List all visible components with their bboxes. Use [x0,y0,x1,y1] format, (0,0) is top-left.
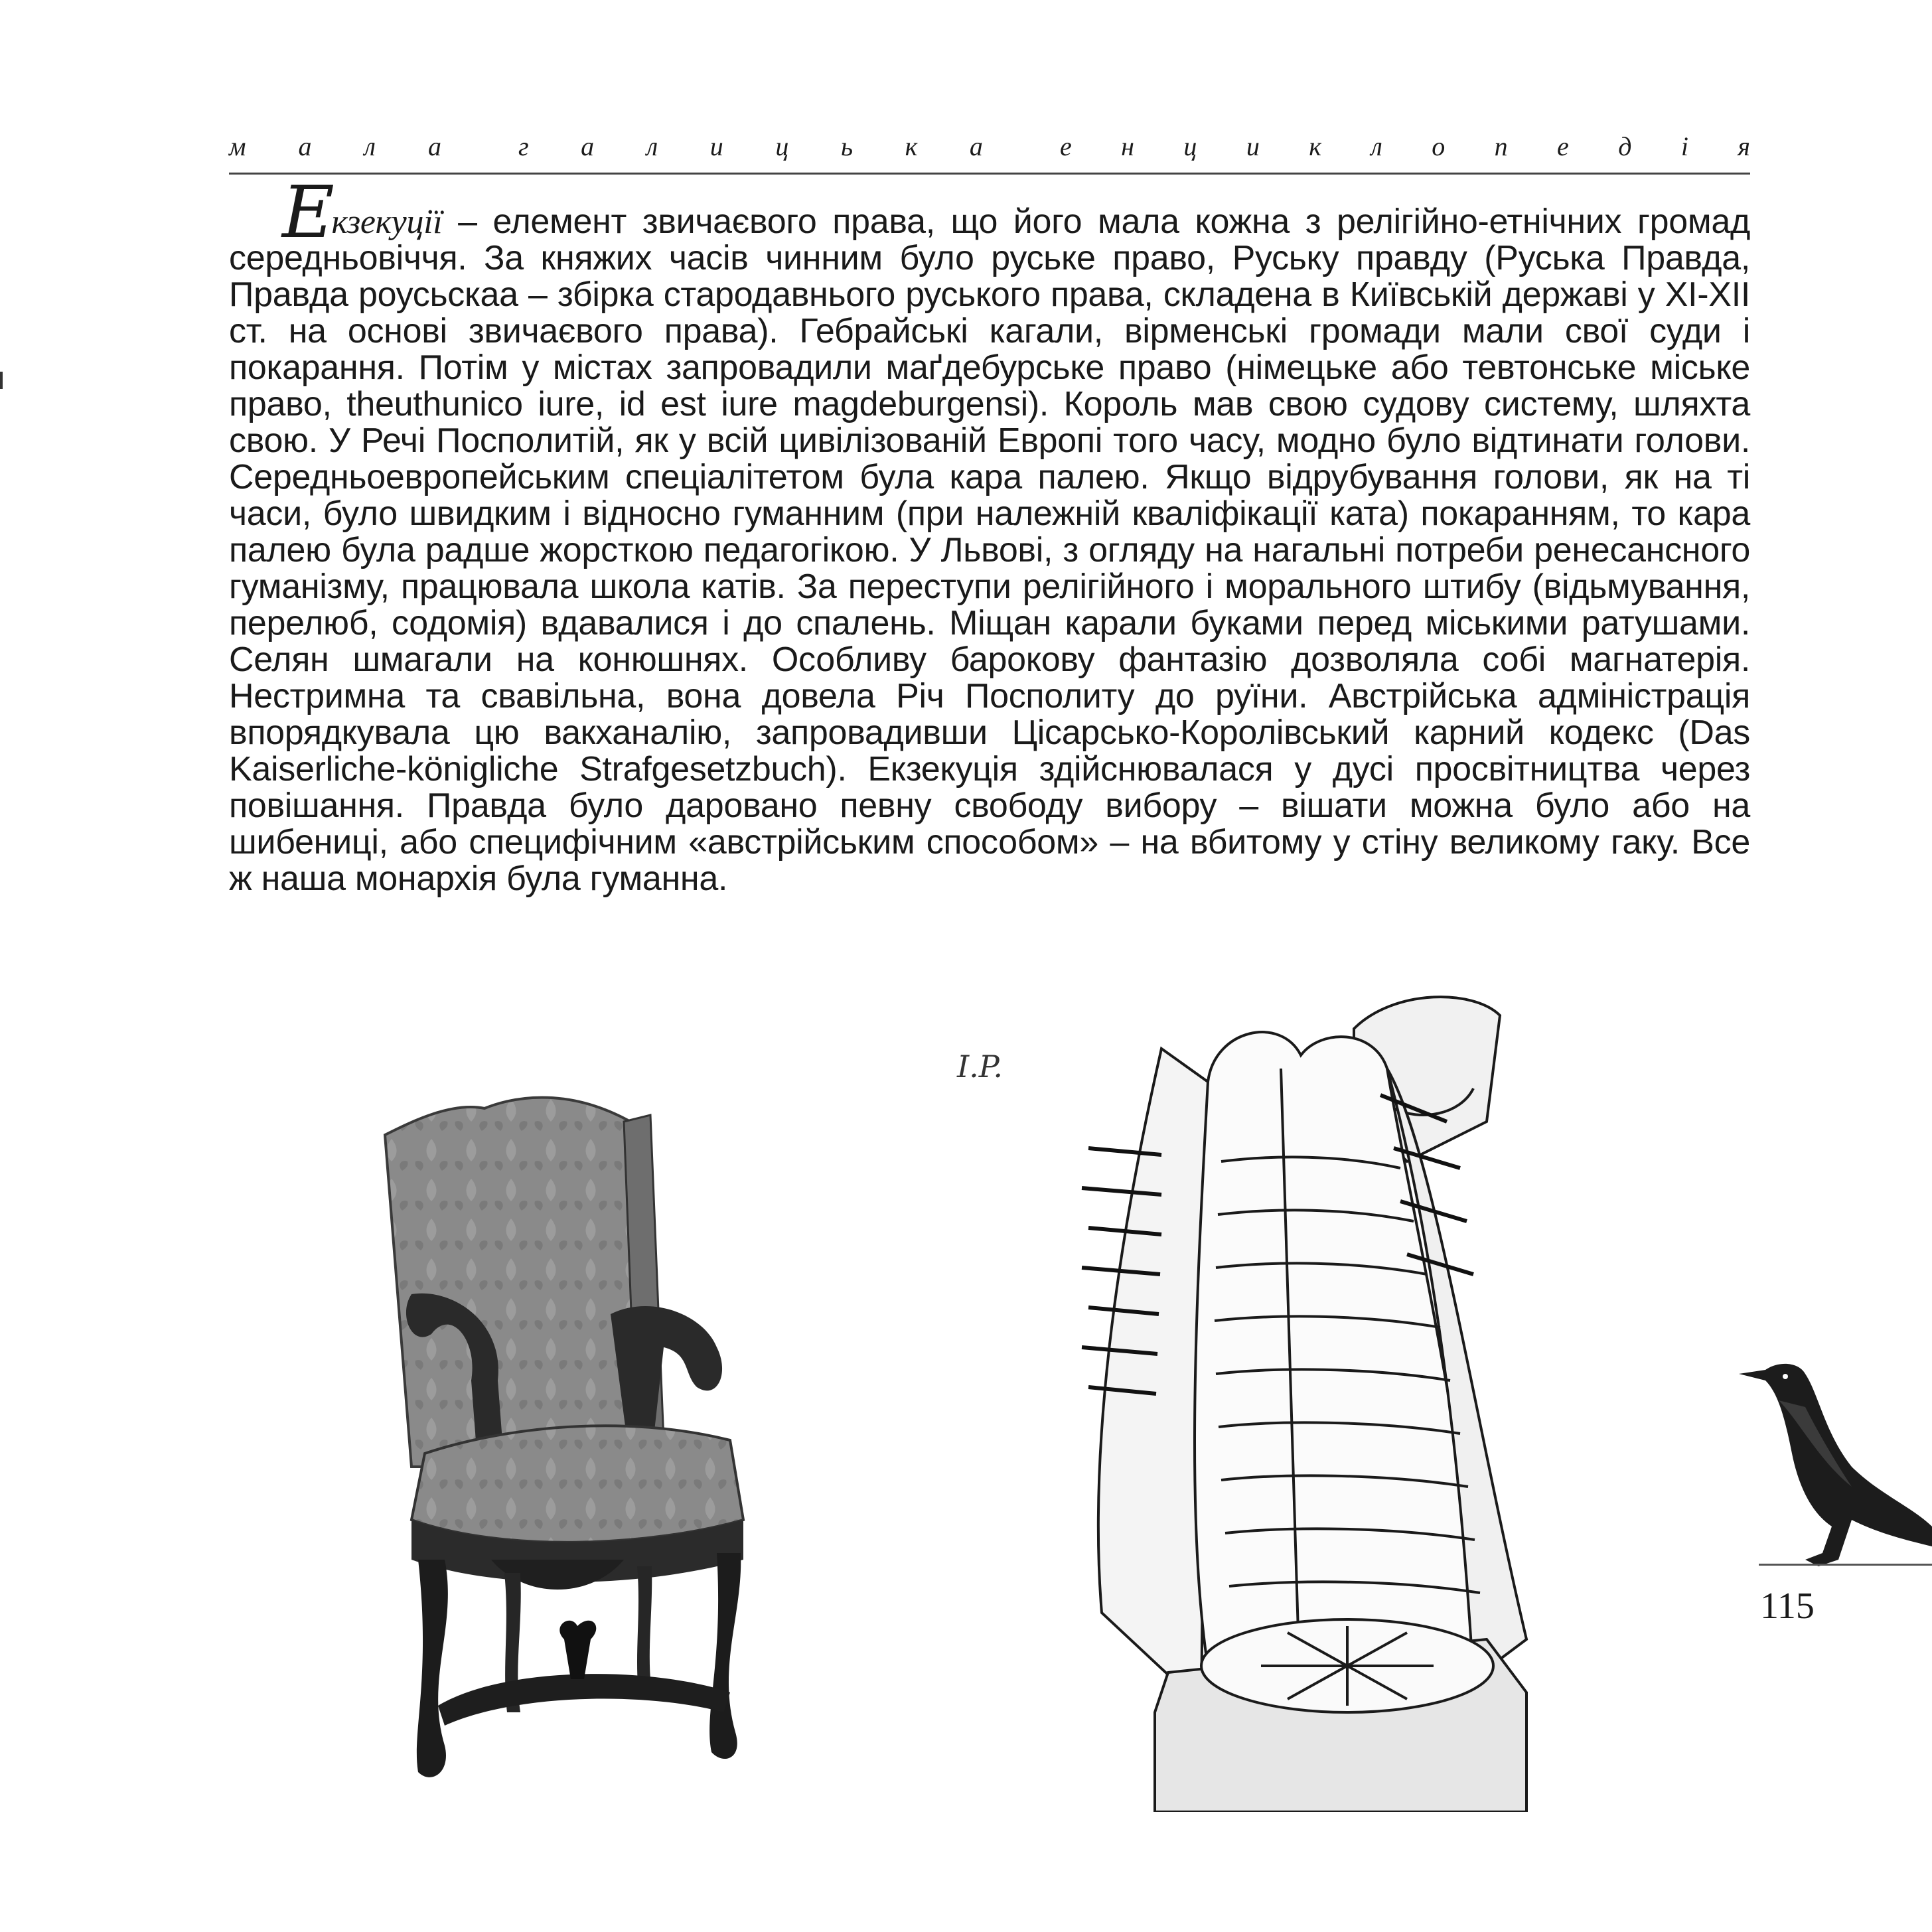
letter: и [709,131,723,161]
letter: г [518,131,529,161]
letter: л [646,131,658,161]
article-term: кзекуції [331,203,443,241]
running-head-word-1 [229,131,441,162]
letter: о [1432,131,1446,161]
letter: е [1557,131,1569,161]
drop-cap: Е [282,171,334,254]
letter: ц [1183,131,1197,161]
letter: ь [840,131,854,161]
letter: а [298,131,312,161]
letter: д [1618,131,1632,161]
letter: л [364,131,376,161]
letter: я [1738,131,1750,161]
letter: а [581,131,595,161]
letter: л [1371,131,1382,161]
letter: п [1494,131,1508,161]
letter: м [229,131,246,161]
letter: н [1121,131,1135,161]
article-text: – елемент звичаєвого права, що його мала кожна з релігійно-етнічних громад середньовіччя. За княжих часів чинним було руське право, Руську правду (Руська Правда, Правда роусьскаа – збірка стародавнього руського права, складена в Київській державі у XI-XII ст. на основі звичаєвого права). Гебрайські кагали, вірменські громади мали свої суди і покарання. Потім у містах запровадили маґдебурське право (німецьке або тевтонське міське право, theuthunico iure, id est iure magdeburgensi). Король мав свою судову систему, шляхта свою. У Речі Посполитій, як у всій цивілізованій Европі того часу, модно було відтинати голови. Середньоевропейським спеціалітетом була кара палею. Якщо відрубування голови, як на ті часи, було швидким і відносно гуманним (при належній кваліфікації ката) покаранням, то кара палею була радше жорсткою педагогікою. У Львові, з огляду на нагальні потреби ренесансного гуманізму, працювала школа катів. За переступи релігійного і морального штибу (відьмування, перелюб, содомія) вдавалися і до спалень. Міщан карали буками перед міськими ратушами. Селян шмагали на конюшнях. Особливу барокову фантазію дозволяла собі магнатерія. Нестримна та свавільна, вона довела Річ Посполиту до руїни. Австрійська адміністрація впорядкувала цю вакханалію, запровадивши Цісарсько-Королівський карний кодекс (Das Kaiserliche-königliche Strafgesetzbuch). Екзекуція здійснювалася у дусі просвітництва через повішання. Правда було даровано певну свободу вибору – вішати можна було або на шибениці, або специфічним «австрійським способом» – на вбитому у стіну великому гаку. Все ж наша монархія була гуманна. [229,202,1750,898]
running-head-word-3 [1060,131,1750,162]
letter: и [1246,131,1260,161]
letter: ц [775,131,789,161]
margin-mark [0,372,3,389]
crow-illustration [1739,1354,1932,1580]
running-head-word-2 [518,131,983,162]
iron-maiden-illustration [1062,989,1566,1812]
armchair-illustration [372,1095,916,1812]
running-head [229,131,1750,161]
letter: к [905,131,918,161]
letter: к [1309,131,1321,161]
header-rule [229,173,1750,175]
letter: а [427,131,441,161]
author-signature: I.P. [957,1049,1003,1084]
article-body [229,171,1750,1019]
letter: і [1680,131,1688,161]
page-number: 115 [1760,1586,1815,1627]
letter: а [969,131,983,161]
crow-rule [1759,1564,1932,1566]
letter: е [1060,131,1072,161]
